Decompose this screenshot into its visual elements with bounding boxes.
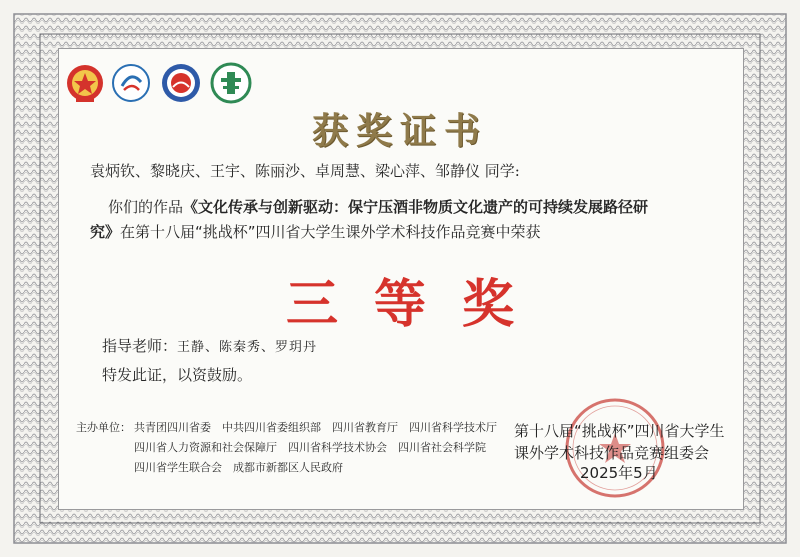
closing-text: 特发此证，以资鼓励。 bbox=[102, 366, 253, 384]
advisor-names: 王静、陈秦秀、罗玥丹 bbox=[177, 340, 318, 355]
issue-date: 2025年5月 bbox=[580, 464, 658, 482]
institution-logo-icon bbox=[208, 60, 254, 106]
organizers-label: 主办单位： bbox=[76, 421, 131, 434]
organizers-line-3: 四川省学生联合会 成都市新都区人民政府 bbox=[134, 461, 343, 474]
advisor-line bbox=[102, 335, 317, 356]
committee-line-1: 第十八届“挑战杯”四川省大学生 bbox=[514, 422, 725, 440]
organizers-line-2: 四川省人力资源和社会保障厅 四川省科学技术协会 四川省社会科学院 bbox=[134, 441, 486, 454]
certificate-title: 获奖证书 bbox=[311, 110, 488, 152]
recipients-line: 袁炳钦、黎晓庆、王宇、陈丽沙、卓周慧、梁心萍、邹静仪 同学: bbox=[90, 162, 520, 180]
body-suffix: 在第十八届“挑战杯”四川省大学生课外学术科技作品竞赛中荣获 bbox=[120, 223, 541, 241]
university-logo-icon bbox=[158, 60, 204, 106]
advisor-label: 指导老师： bbox=[102, 337, 178, 355]
committee-block bbox=[514, 420, 725, 464]
body-prefix: 你们的作品 bbox=[108, 198, 184, 216]
work-title-part-2: 究》 bbox=[90, 223, 121, 241]
work-title-part-1: 《文化传承与创新驱动：保宁压酒非物质文化遗产的可持续发展路径研 bbox=[183, 198, 649, 216]
committee-line-2: 课外学术科技作品竞赛组委会 bbox=[514, 444, 710, 462]
work-line-1 bbox=[108, 196, 648, 217]
youth-league-emblem-icon bbox=[62, 60, 108, 106]
award-level: 三等奖 bbox=[285, 274, 550, 335]
challenge-cup-logo-icon bbox=[108, 60, 154, 106]
organizers-line-1: 共青团四川省委 中共四川省委组织部 四川省教育厅 四川省科学技术厅 bbox=[134, 421, 497, 434]
work-line-2 bbox=[90, 221, 541, 242]
